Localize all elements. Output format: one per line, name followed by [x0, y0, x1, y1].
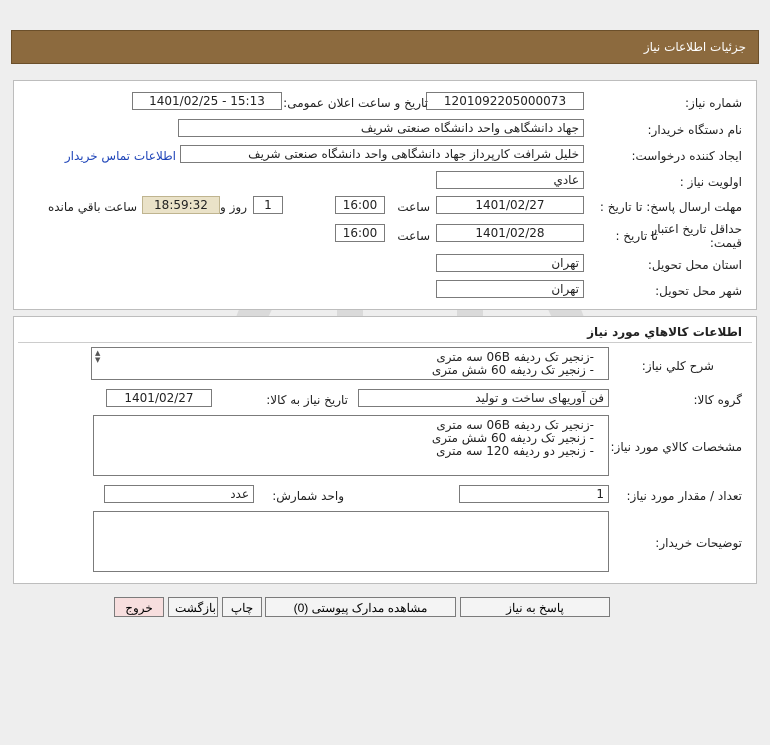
reply-time-field: 16:00 [335, 196, 385, 214]
validity-label-line2: قیمت: [709, 236, 742, 250]
view-attachments-button[interactable]: مشاهده مدارک پیوستی (0) [265, 597, 456, 617]
buyer-notes-box [93, 511, 609, 572]
delivery-city-label: شهر محل تحویل: [655, 284, 742, 298]
unit-label: واحد شمارش: [272, 489, 344, 503]
delivery-province-label: استان محل تحویل: [647, 258, 742, 272]
specs-label: مشخصات كالاي مورد نياز: [610, 440, 742, 454]
validity-time-field: 16:00 [335, 224, 385, 242]
creator-field: خلیل شرافت کارپرداز جهاد دانشگاهی واحد دانشگاه صنعتی شریف [180, 145, 584, 163]
specs-line-3: - زنجیر دو ردیفه 120 سه متری [436, 444, 594, 458]
priority-field: عادي [436, 171, 584, 189]
specs-box [93, 415, 609, 476]
priority-label: اولویت نیاز : [679, 175, 742, 189]
need-number-label: شماره نیاز: [685, 96, 742, 110]
validity-time-label: ساعت [397, 229, 430, 243]
need-date-label: تاریخ نیاز به کالا: [266, 393, 348, 407]
need-number-field: 1201092205000073 [426, 92, 584, 110]
contact-buyer-link[interactable]: اطلاعات تماس خریدار [64, 149, 176, 163]
goods-section-divider [18, 342, 752, 343]
description-label: شرح كلي نياز: [641, 359, 714, 373]
days-label: روز و [220, 200, 247, 214]
back-button[interactable]: بازگشت [168, 597, 218, 617]
remaining-time-field: 18:59:32 [142, 196, 220, 214]
need-info-panel [13, 80, 757, 310]
delivery-province-field: تهران [436, 254, 584, 272]
page-header [11, 30, 759, 64]
unit-field: عدد [104, 485, 254, 503]
reply-time-label: ساعت [397, 200, 430, 214]
goods-section-title: اطلاعات كالاهاي مورد نياز [587, 325, 742, 339]
buyer-org-field: جهاد دانشگاهی واحد دانشگاه صنعتی شریف [178, 119, 584, 137]
validity-until-label: تا تاریخ : [615, 229, 658, 243]
announce-field: 1401/02/25 - 15:13 [132, 92, 282, 110]
description-box [91, 347, 609, 380]
page-title: جزئیات اطلاعات نیاز [643, 40, 746, 54]
delivery-city-field: تهران [436, 280, 584, 298]
days-field: 1 [253, 196, 283, 214]
buyer-org-label: نام دستگاه خریدار: [647, 123, 742, 137]
creator-label: ایجاد کننده درخواست: [631, 149, 742, 163]
print-button[interactable]: چاپ [222, 597, 262, 617]
group-field: فن آوریهای ساخت و تولید [358, 389, 609, 407]
reply-date-field: 1401/02/27 [436, 196, 584, 214]
description-line-2: - زنجیر تک ردیفه 60 شش متری [431, 363, 594, 377]
reply-deadline-label: مهلت ارسال پاسخ: تا تاریخ : [599, 200, 742, 214]
reply-button[interactable]: پاسخ به نیاز [460, 597, 610, 617]
quantity-field: 1 [459, 485, 609, 503]
scroll-arrows-icon[interactable]: ▲ ▼ [95, 349, 101, 364]
need-date-field: 1401/02/27 [106, 389, 212, 407]
quantity-label: تعداد / مقدار مورد نیاز: [626, 489, 742, 503]
group-label: گروه کالا: [693, 393, 742, 407]
announce-label: تاریخ و ساعت اعلان عمومی: [283, 96, 428, 110]
validity-label-line1: حداقل تاریخ اعتبار [651, 222, 742, 236]
description-line-1: -زنجیر تک ردیفه 06B سه متری [436, 350, 594, 364]
exit-button[interactable]: خروج [114, 597, 164, 617]
specs-line-1: -زنجیر تک ردیفه 06B سه متری [436, 418, 594, 432]
remaining-label: ساعت باقي مانده [47, 200, 137, 214]
validity-date-field: 1401/02/28 [436, 224, 584, 242]
specs-line-2: - زنجیر تک ردیفه 60 شش متری [431, 431, 594, 445]
buyer-notes-label: توضیحات خریدار: [655, 536, 742, 550]
